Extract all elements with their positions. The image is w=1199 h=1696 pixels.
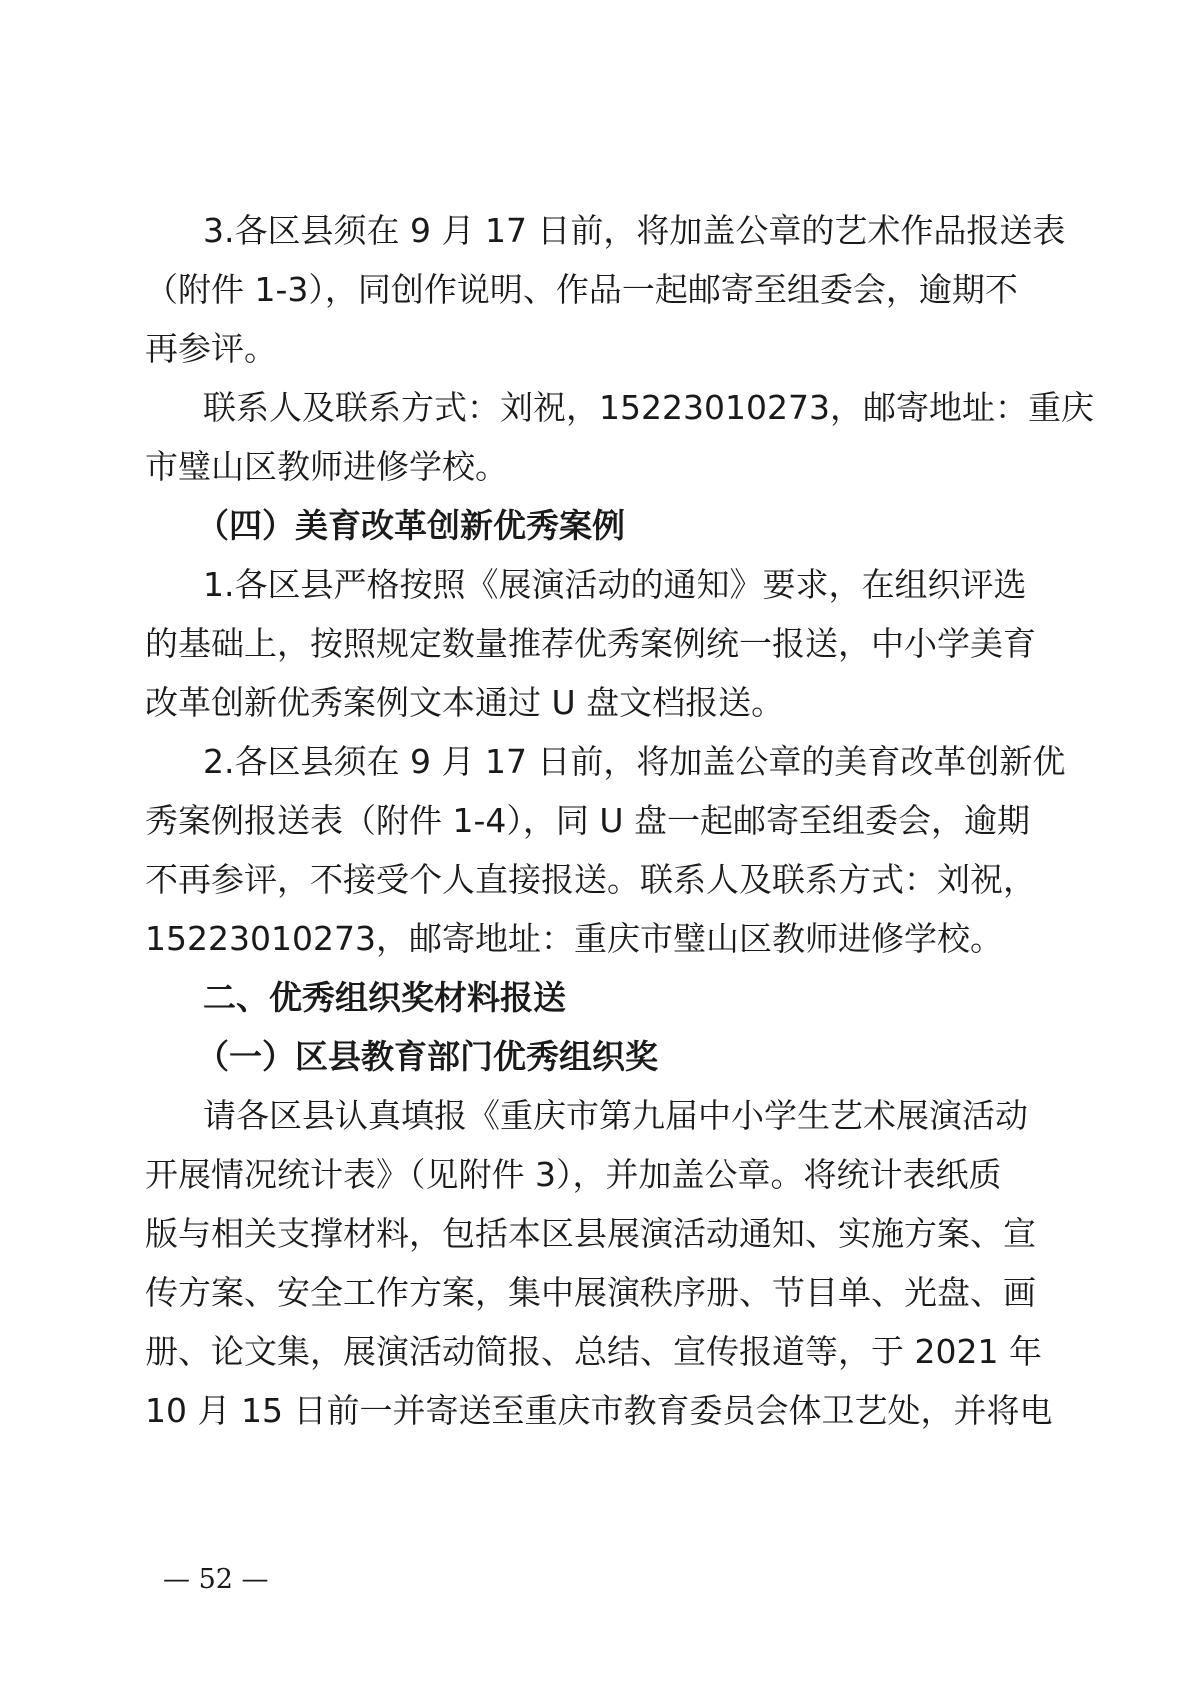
paragraph-line: 15223010273，邮寄地址：重庆市璧山区教师进修学校。 (145, 919, 1003, 958)
paragraph-line: 不再参评，不接受个人直接报送。联系人及联系方式：刘祝， (145, 860, 1036, 899)
paragraph-line: 传方案、安全工作方案，集中展演秩序册、节目单、光盘、画 (145, 1273, 1036, 1312)
page-number: — 52 — (163, 1564, 269, 1595)
paragraph-line: 秀案例报送表（附件 1-4），同 U 盘一起邮寄至组委会，逾期 (145, 801, 1031, 840)
paragraph-line: 1.各区县严格按照《展演活动的通知》要求，在组织评选 (203, 565, 1027, 604)
paragraph-line: 联系人及联系方式：刘祝，15223010273，邮寄地址：重庆 (203, 388, 1094, 427)
paragraph-line: 再参评。 (145, 329, 277, 368)
paragraph-line: 的基础上，按照规定数量推荐优秀案例统一报送，中小学美育 (145, 624, 1036, 663)
section-heading: （四）美育改革创新优秀案例 (196, 506, 625, 545)
paragraph-line: 开展情况统计表》（见附件 3），并加盖公章。将统计表纸质 (145, 1155, 1002, 1194)
paragraph-line: 请各区县认真填报《重庆市第九届中小学生艺术展演活动 (203, 1096, 1028, 1135)
paragraph-line: 册、论文集，展演活动简报、总结、宣传报道等，于 2021 年 (145, 1332, 1042, 1371)
paragraph-line: （附件 1-3），同创作说明、作品一起邮寄至组委会，逾期不 (145, 270, 1018, 309)
paragraph-line: 版与相关支撑材料，包括本区县展演活动通知、实施方案、宣 (145, 1214, 1036, 1253)
paragraph-line: 2.各区县须在 9 月 17 日前，将加盖公章的美育改革创新优 (203, 742, 1066, 781)
paragraph-line: 10 月 15 日前一并寄送至重庆市教育委员会体卫艺处，并将电 (145, 1391, 1053, 1430)
paragraph-line: 3.各区县须在 9 月 17 日前，将加盖公章的艺术作品报送表 (203, 211, 1066, 250)
paragraph-line: 改革创新优秀案例文本通过 U 盘文档报送。 (145, 683, 785, 722)
section-heading: 二、优秀组织奖材料报送 (203, 978, 566, 1017)
paragraph-line: 市璧山区教师进修学校。 (145, 447, 508, 486)
subsection-heading: （一）区县教育部门优秀组织奖 (196, 1037, 658, 1076)
